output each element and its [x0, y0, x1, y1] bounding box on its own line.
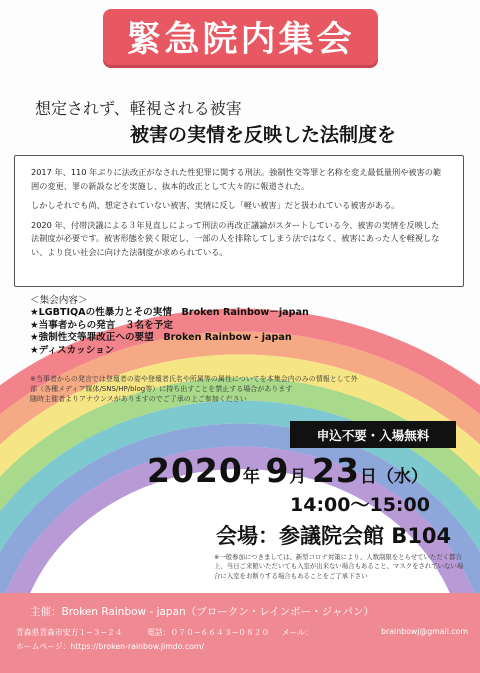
- agenda-item: ★強制性交等罪改正への要望 Broken Rainbow - japan: [30, 332, 292, 344]
- covid-notice: ※一般参加につきましては、新型コロナ対策により、人数制限をとらせていただく都合上、当日ご来館いただいても入室が出来ない場合もあること、マスクをされていない場合に入室をお断りする場合もあることをご了承下さい: [214, 553, 464, 580]
- event-time: 14:00〜15:00: [290, 494, 430, 516]
- title-banner: [103, 9, 378, 65]
- event-title: 緊急院内集会: [126, 20, 355, 60]
- agenda-heading: ＜集会内容＞: [30, 295, 88, 306]
- contact-mail-label: メール：: [281, 628, 313, 637]
- contact-email[interactable]: brainbowj@gmail.com: [381, 627, 468, 636]
- organizer: 主催：Broken Rainbow - japan（ブロークン・レインボー・ジャパン）: [30, 606, 374, 618]
- intro-paragraph-1: 2017 年、110 年ぶりに法改正がなされた性犯罪に関する刑法。強制性交等罪と名称を変え最低量刑や被害の範囲の変更、罪の新設などを実施し、抜本的改正として大々的に報道された。: [31, 167, 442, 191]
- date-day-unit: 日: [359, 467, 377, 487]
- free-admission-badge: 申込不要・入場無料: [290, 421, 456, 448]
- date-month-unit: 月: [289, 467, 307, 487]
- date-year-unit: 年: [242, 467, 260, 487]
- contact-line: [16, 627, 468, 638]
- contact-address: 青森県青森市安方１−３−２４: [16, 628, 123, 637]
- subtitle-1: 想定されず、軽視される被害: [35, 99, 242, 118]
- intro-paragraph-2: しかしそれでも尚、想定されていない被害、実情に反し「軽い被害」だと扱われている被害がある。: [31, 200, 400, 210]
- intro-box: [14, 155, 464, 287]
- date-day: 23: [311, 451, 360, 490]
- subtitle-2: 被害の実情を反映した法制度を: [130, 124, 397, 146]
- intro-paragraph-3: 2020 年、付帯決議による３年見直しによって刑法の再改正議論がスタートしている今、被害の実情を反映した法制度が必要です。被害形態を狭く限定し、一部の人を排除してしまう法ではなく、被害にあった人を軽視しない、より良い社会に向けた法制度が求められている。: [31, 219, 440, 257]
- speaker-notice: ※当事者からの発言では登壇者の姿や登壇者氏名や所属等の属性についてを本集会内のみの情報として外部（各種メディア媒体/SNS/HP/blog等）に持ち出すことを禁止する場合があります 随時主催者よりアナウンスがありますのでご了承の上ご参加ください: [30, 375, 358, 403]
- agenda-item: ★当事者からの発言 ３名を予定: [30, 319, 173, 331]
- agenda-item: ★ディスカッション: [30, 344, 115, 356]
- date-month: 9: [265, 451, 290, 490]
- homepage-link[interactable]: ホームページ：https://broken-rainbow.jimdo.com/: [16, 642, 205, 651]
- event-venue: 会場：参議院会館 B104: [216, 524, 452, 548]
- date-weekday: （水）: [376, 467, 428, 487]
- date-year: 2020: [147, 451, 243, 490]
- agenda: [30, 295, 309, 357]
- event-date: [147, 451, 428, 490]
- agenda-item: ★LGBTIQAの性暴力とその実情 Broken Rainbow－japan: [30, 307, 309, 319]
- contact-phone: 電話：０７０−６６４３−０８２０: [147, 628, 270, 637]
